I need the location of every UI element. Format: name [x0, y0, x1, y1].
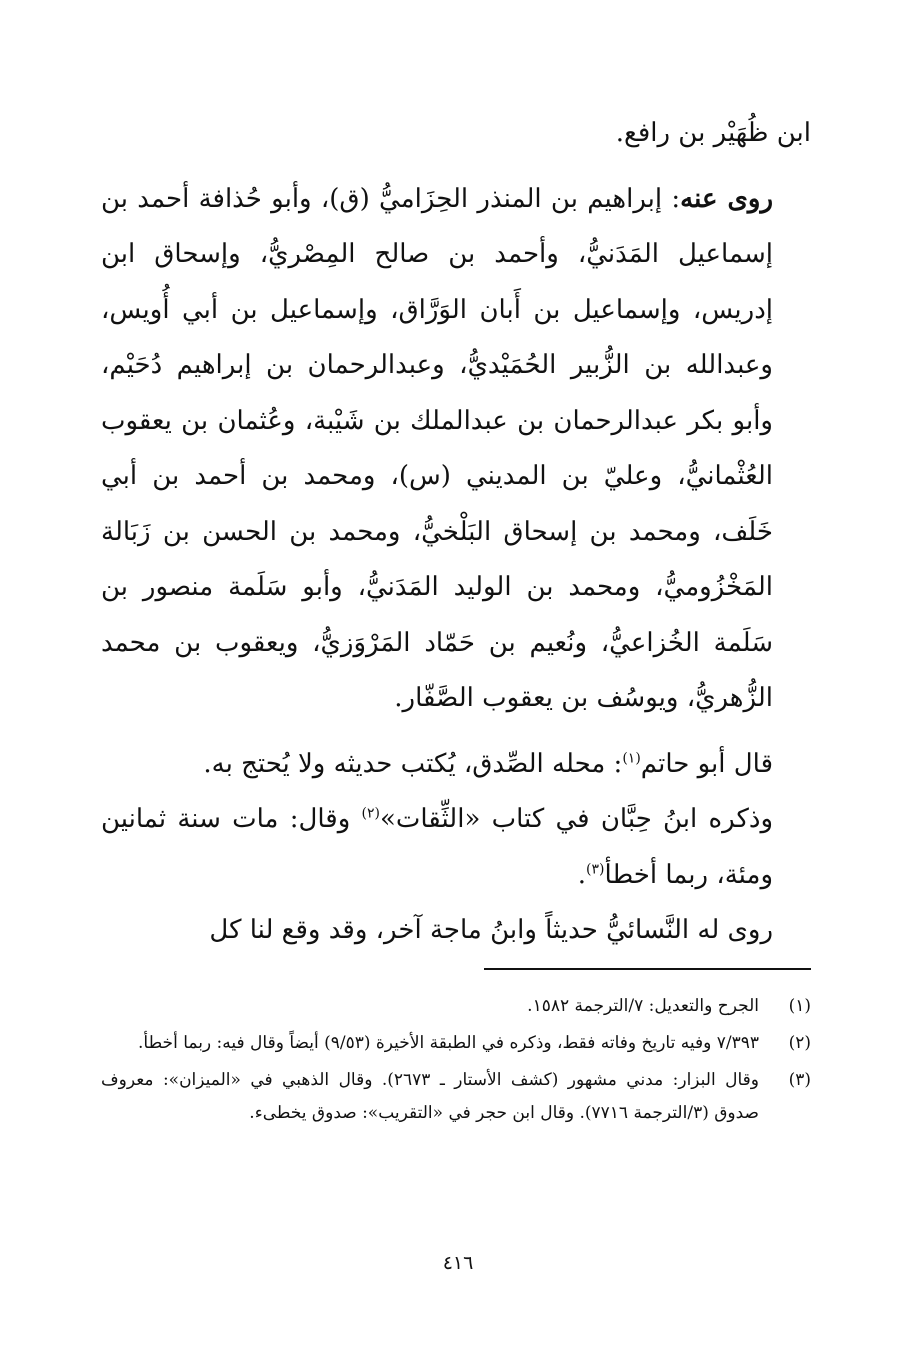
narrators-label: روى عنه [680, 183, 774, 214]
footnote-ref-1[interactable]: (١) [622, 749, 641, 766]
footnote-number: (٢) [788, 1033, 811, 1053]
ibn-hibban-text-2: وقال: مات سنة ثمانين ومئة، ربما أخطأ [101, 804, 773, 890]
narrated-by-text: روى له النَّسائيُّ حديثاً وابنُ ماجة آخر، وقد وقع لنا كل [209, 915, 773, 945]
footnote-text: ٧/٣٩٣ وفيه تاريخ وفاته فقط، وذكره في الطبقة الأخيرة (٩/٥٣) أيضاً وقال فيه: ربما أخطأ. [138, 1033, 759, 1053]
footnote-1 [101, 990, 811, 1023]
page-number: ٤١٦ [442, 1252, 474, 1274]
paragraph-abu-hatim [101, 737, 811, 793]
footnotes [101, 990, 811, 1134]
paragraph-continuation [101, 106, 811, 162]
footnote-3 [101, 1064, 811, 1130]
footnote-ref-3[interactable]: (٣) [586, 860, 605, 877]
ibn-hibban-text-3: . [577, 859, 587, 890]
footnote-separator [484, 968, 811, 970]
paragraph-ibn-hibban [101, 792, 811, 903]
footnote-number: (١) [788, 996, 811, 1016]
paragraph-narrators [101, 172, 811, 727]
abu-hatim-text-2: : محله الصِّدق، يُكتب حديثه ولا يُحتج به. [203, 748, 623, 779]
footnote-number: (٣) [788, 1070, 811, 1090]
continuation-text: ابن ظُهَيْر بن رافع. [615, 118, 811, 148]
abu-hatim-text: قال أبو حاتم [640, 748, 773, 779]
ibn-hibban-text: وذكره ابنُ حِبَّان في كتاب «الثِّقات» [380, 804, 773, 834]
footnote-ref-2[interactable]: (٢) [361, 805, 380, 822]
footnote-text: وقال البزار: مدني مشهور (كشف الأستار ـ ٢٦٧٣). وقال الذهبي في «الميزان»: معروف صدوق (٣/الترجمة ٧٧١٦). وقال ابن حجر في «التقريب»: صدوق يخطىء. [101, 1070, 759, 1123]
paragraph-narrated-by [101, 903, 811, 959]
footnote-text: الجرح والتعديل: ٧/الترجمة ١٥٨٢. [527, 996, 759, 1016]
main-text [101, 106, 811, 959]
narrators-list: : إبراهيم بن المنذر الحِزَاميُّ (ق)، وأبو حُذافة أحمد بن إسماعيل المَدَنيُّ، وأحمد بن صالح المِصْريُّ، وإسحاق ابن إدريس، وإسماعيل بن أَبان الوَرَّاق، وإسماعيل بن أبي أُويس، وعبدالله بن الزُّبير الحُمَيْديُّ، وعبدالرحمان بن إبراهيم دُحَيْم، وأبو بكر عبدالرحمان بن عبدالملك بن شَيْبة، وعُثمان بن يعقوب العُثْمانيُّ، وعليّ بن المديني (س)، ومحمد بن أحمد بن أبي خَلَف، ومحمد بن إسحاق البَلْخيُّ، ومحمد بن الحسن بن زَبَالة المَخْزُوميُّ، ومحمد بن الوليد المَدَنيُّ، وأبو سَلَمة منصور بن سَلَمة الخُزاعيُّ، ونُعيم بن حَمّاد المَرْوَزيُّ، ويعقوب بن محمد الزُّهريُّ، ويوسُف بن يعقوب الصَّفّار. [101, 183, 773, 713]
footnote-2 [101, 1027, 811, 1060]
